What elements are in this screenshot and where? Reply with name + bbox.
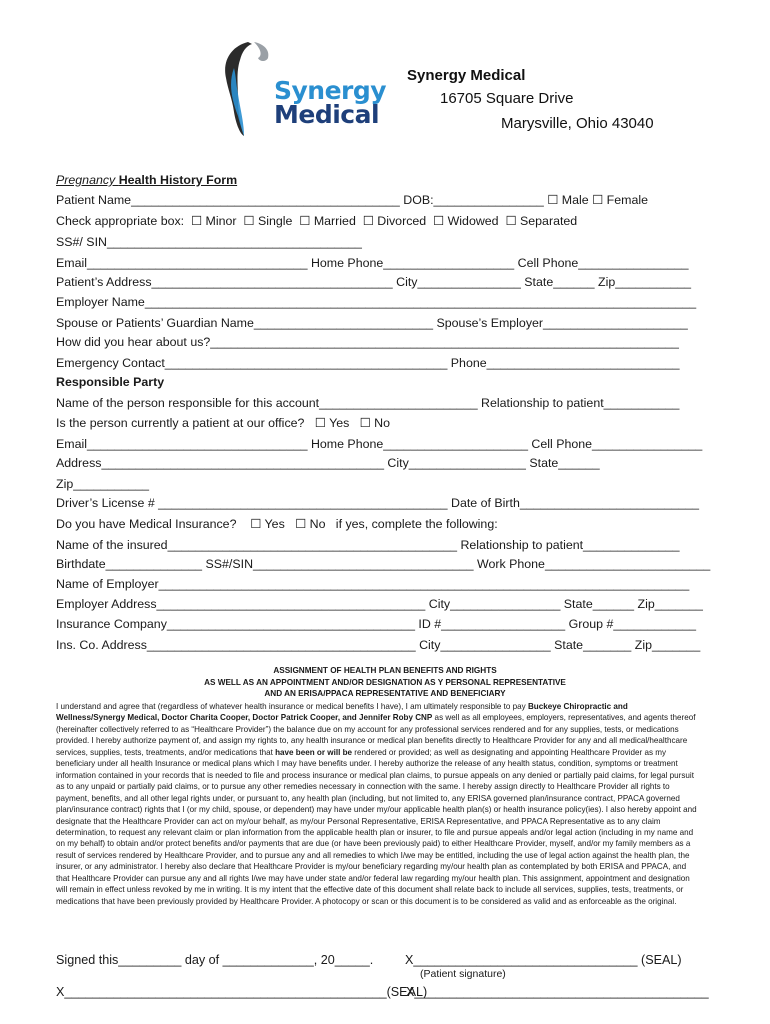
logo-text-line2: Medical [274,100,380,129]
employer-name-line[interactable]: Employer Name________________________________________________________________________________ [56,295,697,309]
patient-name-line[interactable]: Patient Name_______________________________________ DOB:________________ ☐ Male ☐ Female [56,193,648,207]
form-title-part2: Health History Form [118,173,238,187]
assignment-text-3: rendered or provided; as well as designating and appointing Healthcare Provider as my beneficiary under all health Insurance or medical plans which I may have benefits under. I hereby authorize the release of any health status, condition, symptoms or treatment information contained in your records that is needed to file and process insurance or medical plan claims, to pursue appeals on any denied or partially paid claims, for legal pursuit as to any unpaid or partially paid claims, or to pursue any other remedies necessary in connection with the same. I hereby assign directly to Healthcare Provider all rights to payment, benefits, and all other legal rights under, or pursuant to, any health plan (including, but not limited to, any ERISA governed plan/insurance contract, PPACA governed plan/insurance contract) rights that I (or my child, spouse, or dependent) may have under my/our applicable health plan(s) or health insurance policy(ies). I also hereby appoint and designate that the Healthcare Provider can act on my/our behalf, as my/our Personal Representative, ERISA Representative, and PPACA Representative as to any claim determination, to request any relevant claim or plan information from the applicable health plan or insurer, to file and pursue appeals and/or legal action (including in my name and on my behalf) to obtain and/or protect benefits and/or payments that are due (or have been previously paid) to either Healthcare Provider, myself, and/or my family members as a result of services rendered by Healthcare Provider, and to pursue any and all remedies to which I/we may be entitled, including the use of legal action against the health plan, the insurer, or any administrator. I hereby also declare that Healthcare Provider is my/our beneficiary regarding my/our health plan as contemplated by both ERISA and PPACA, and that Healthcare Provider can pursue any and all rights I/we may have under state and/or federal law regarding my/our health plan. This assignment, appointment and designation will remain in effect unless revoked by me in writing. It is my intent that the effective date of this document shall relate back to include all services, supplies, tests, treatments, or medications that have been previously provided by Healthcare Provider. A photocopy or scan or this document is to be considered as valid and as enforceable as the original. [56,747,697,906]
employer-name-2-line[interactable]: Name of Employer_____________________________________________________________________________ [56,577,690,591]
email-phone-line[interactable]: Email________________________________ Home Phone___________________ Cell Phone________________ [56,256,689,270]
city-state-zip: Marysville, Ohio 43040 [501,115,654,132]
birthdate-ssn-line[interactable]: Birthdate______________ SS#/SIN________________________________ Work Phone________________________ [56,557,711,571]
logo-mark-icon [218,38,278,138]
assignment-body [56,701,698,907]
responsible-person-line[interactable]: Name of the person responsible for this account_______________________ Relationship to patient___________ [56,396,680,410]
witness-signature-line[interactable]: X______________________________________________(SEAL) [56,985,428,999]
synergy-medical-logo [218,38,388,138]
referral-line[interactable]: How did you hear about us?____________________________________________________________________ [56,335,679,349]
medical-insurance-line[interactable]: Do you have Medical Insurance? ☐ Yes ☐ No if yes, complete the following: [56,517,498,531]
assignment-providers: Buckeye Chiropractic and Wellness/Synergy Medical, Doctor Charita Cooper, Doctor Patrick Cooper, and Jennifer Roby CNP [56,702,628,723]
patient-signature-line[interactable]: X________________________________ (SEAL) [405,953,682,967]
org-name: Synergy Medical [407,67,526,84]
second-signature-line[interactable]: X__________________________________________ [406,985,709,999]
assignment-heading-3: AND AN ERISA/PPACA REPRESENTATIVE AND BENEFICIARY [264,689,506,698]
ins-co-address-line[interactable]: Ins. Co. Address_______________________________________ City________________ State_______ Zip_______ [56,638,701,652]
patient-address-line[interactable]: Patient’s Address___________________________________ City_______________ State______ Zip___________ [56,275,692,289]
responsible-party-heading: Responsible Party [56,375,165,389]
form-title-part1: Pregnancy [56,173,119,187]
patient-signature-label: (Patient signature) [420,968,506,980]
assignment-emphasis: have been or will be [275,747,353,757]
assignment-heading-1: ASSIGNMENT OF HEALTH PLAN BENEFITS AND RIGHTS [273,666,497,675]
drivers-license-line[interactable]: Driver’s License # __________________________________________ Date of Birth__________________________ [56,496,700,510]
marital-status-line[interactable]: Check appropriate box: ☐ Minor ☐ Single ☐ Married ☐ Divorced ☐ Widowed ☐ Separated [56,214,578,228]
form-title [56,174,237,186]
employer-address-line[interactable]: Employer Address_______________________________________ City________________ State______ Zip_______ [56,597,703,611]
current-patient-line[interactable]: Is the person currently a patient at our office? ☐ Yes ☐ No [56,416,391,430]
spouse-guardian-line[interactable]: Spouse or Patients’ Guardian Name__________________________ Spouse’s Employer_____________________ [56,316,688,330]
insurance-company-line[interactable]: Insurance Company____________________________________ ID #__________________ Group #____________ [56,617,697,631]
rp-email-phone-line[interactable]: Email________________________________ Home Phone_____________________ Cell Phone________________ [56,437,703,451]
logo-text-line1: Synergy [274,76,387,105]
ssn-line[interactable]: SS#/ SIN_____________________________________ [56,235,362,249]
street-address: 16705 Square Drive [440,90,574,107]
signed-date-line[interactable]: Signed this_________ day of _____________, 20_____. [56,953,374,967]
assignment-text-1: I understand and agree that (regardless of whatever health insurance or medical benefits I have), I am ultimately responsible to pay [56,702,528,711]
assignment-text-2: as well as all employees, employers, representatives, and agents thereof (hereinafter collectively referred to as “Healthcare Provider”) the balance due on my account for any professional services rendered and for any supplies, tests, or medications provided. I hereby authorize payment of, and assign my rights to, any health insurance or medical plan benefits directly to Healthcare Provider for any and all medical/healthcare services, supplies, tests, treatments, and/or medications that [56,713,696,757]
emergency-contact-line[interactable]: Emergency Contact_________________________________________ Phone____________________________ [56,356,680,370]
rp-address-line[interactable]: Address_________________________________________ City_________________ State______ [56,456,600,470]
rp-zip-line[interactable]: Zip___________ [56,477,150,491]
insured-name-line[interactable]: Name of the insured__________________________________________ Relationship to patient______________ [56,538,680,552]
assignment-heading-2: AS WELL AS AN APPOINTMENT AND/OR DESIGNATION AS Y PERSONAL REPRESENTATIVE [204,678,566,687]
